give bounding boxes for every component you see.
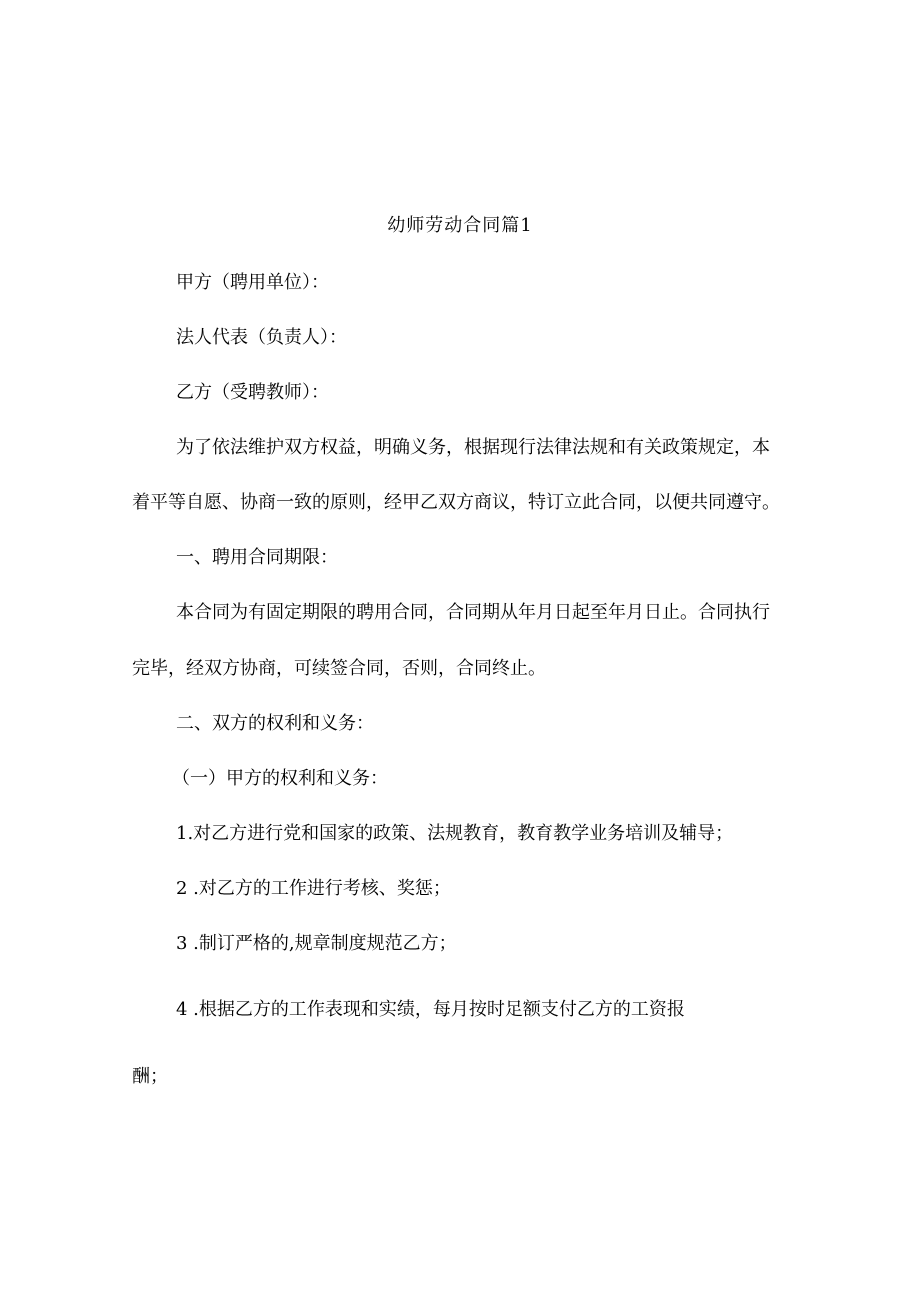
document-title: 幼师劳动合同篇1	[387, 215, 533, 236]
preamble-line-2: 着平等自愿、协商一致的原则，经甲乙双方商议，特订立此合同，以便共同遵守。	[132, 492, 780, 513]
section-2-heading: 二、双方的权利和义务：	[176, 713, 374, 734]
legal-representative-line: 法人代表（负责人）：	[176, 327, 347, 348]
clause-4-line-1: 4 .根据乙方的工作表现和实绩，每月按时足额支付乙方的工资报	[176, 999, 685, 1020]
clause-1: 1.对乙方进行党和国家的政策、法规教育，教育教学业务培训及辅导；	[176, 823, 734, 844]
section-1-text-line-1: 本合同为有固定期限的聘用合同，合同期从年月日起至年月日止。合同执行	[176, 602, 770, 623]
subsection-a-heading: （一）甲方的权利和义务：	[172, 768, 388, 789]
preamble-line-1: 为了依法维护双方权益，明确义务，根据现行法律法规和有关政策规定，本	[176, 437, 770, 458]
section-1-text-line-2: 完毕，经双方协商，可续签合同，否则，合同终止。	[132, 658, 546, 679]
section-1-heading: 一、聘用合同期限：	[176, 547, 338, 568]
clause-2: 2 .对乙方的工作进行考核、奖惩；	[176, 878, 451, 899]
party-a-line: 甲方（聘用单位）：	[176, 272, 329, 293]
clause-3: 3 .制订严格的,规章制度规范乙方；	[176, 933, 457, 954]
party-b-line: 乙方（受聘教师）：	[176, 382, 329, 403]
clause-4-line-2: 酬；	[132, 1066, 168, 1087]
